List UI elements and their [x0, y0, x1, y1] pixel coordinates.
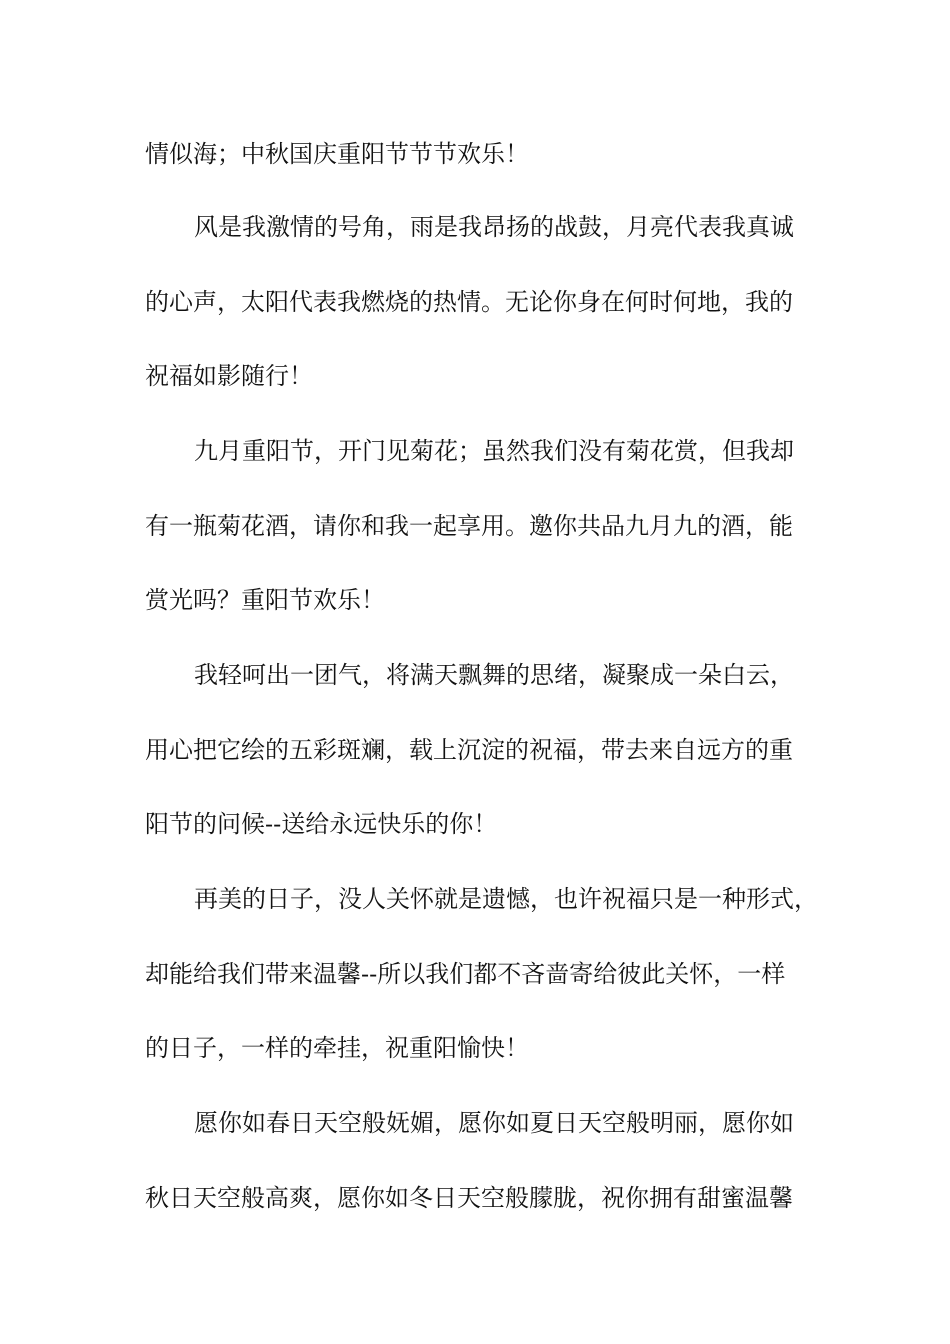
text-line: 我轻呵出一团气，将满天飘舞的思绪，凝聚成一朵白云，	[194, 661, 794, 689]
text-line: 有一瓶菊花酒，请你和我一起享用。邀你共品九月九的酒，能	[145, 512, 793, 540]
text-line: 秋日天空般高爽，愿你如冬日天空般朦胧，祝你拥有甜蜜温馨	[145, 1184, 793, 1212]
text-line: 却能给我们带来温馨--所以我们都不吝啬寄给彼此关怀，一样	[145, 960, 786, 988]
text-line: 愿你如春日天空般妩媚，愿你如夏日天空般明丽，愿你如	[194, 1109, 794, 1137]
text-line: 的心声，太阳代表我燃烧的热情。无论你身在何时何地，我的	[145, 288, 793, 316]
text-line: 情似海；中秋国庆重阳节节节欢乐！	[145, 140, 529, 168]
text-line: 风是我激情的号角，雨是我昂扬的战鼓，月亮代表我真诚	[194, 213, 794, 241]
text-line: 再美的日子，没人关怀就是遗憾，也许祝福只是一种形式，	[194, 885, 818, 913]
text-line: 祝福如影随行！	[145, 362, 313, 390]
text-line: 赏光吗？重阳节欢乐！	[145, 586, 385, 614]
text-line: 九月重阳节，开门见菊花；虽然我们没有菊花赏，但我却	[194, 437, 794, 465]
text-line: 阳节的问候--送给永远快乐的你！	[145, 810, 498, 838]
text-line: 的日子，一样的牵挂，祝重阳愉快！	[145, 1034, 529, 1062]
text-line: 用心把它绘的五彩斑斓，载上沉淀的祝福，带去来自远方的重	[145, 736, 793, 764]
